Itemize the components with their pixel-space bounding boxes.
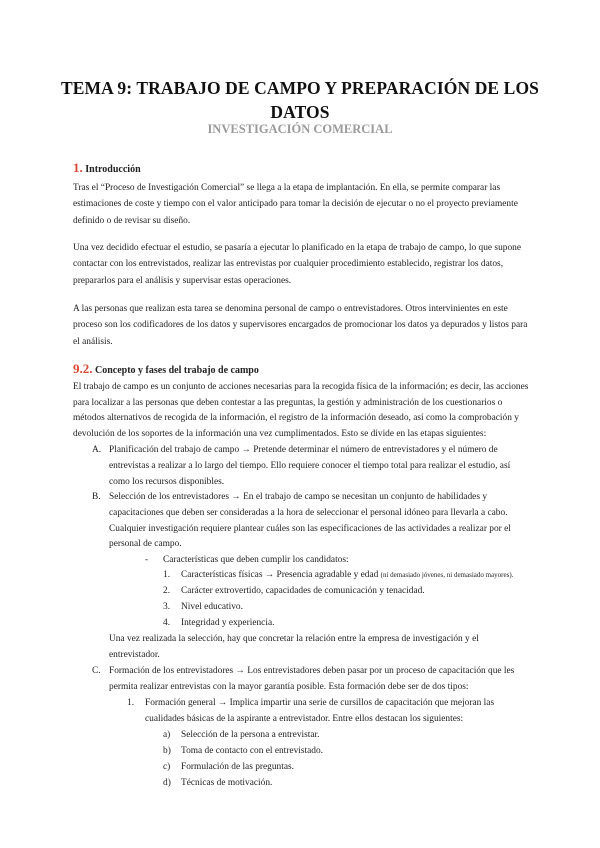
letter-marker: d) [163, 778, 171, 788]
section-title: Concepto y fases del trabajo de campo [95, 365, 259, 376]
title-line-2: DATOS [270, 102, 330, 122]
candidates-heading: Características que deben cumplir los candidatos: [163, 555, 349, 565]
letter-marker: c) [163, 762, 171, 772]
candidate-marker: 4. [163, 618, 171, 628]
selection-followup: Una vez realizada la selección, hay que concretar la relación entre la empresa de investigación y el entrevistador. [109, 634, 479, 660]
list-item-a: Planificación del trabajo de campo → Pretende determinar el número de entrevistadores y el número de entrevistas a realizar a lo largo del tiempo. Ello requiere conocer el tiempo total para realizar el estudio, así como los recursos disponibles. [109, 445, 511, 487]
intro-paragraph-2: Una vez decidido efectuar el estudio, se pasaría a ejecutar lo planificado en la etapa de trabajo de campo, lo que supone contactar con los entrevistados, realizar las entrevistas por cualquier procedimiento establecido, registrar los datos, prepararlos para el análisis y supervisar estas operaciones. [73, 243, 521, 286]
candidate-item: Nivel educativo. [181, 602, 243, 612]
list-item-c: Formación de los entrevistadores → Los entrevistadores deben pasar por un proceso de capacitación que les permita realizar entrevistas con la mayor garantía posible. Esta formación debe ser de dos tipos: [109, 666, 515, 692]
document-title [60, 76, 540, 124]
candidate-marker: 1. [163, 570, 171, 580]
list-item-b: Selección de los entrevistadores → En el trabajo de campo se necesitan un conjunto de habilidades y capacitaciones que deben ser consideradas a la hora de seleccionar el personal idóneo para llevarla a cabo. Cualquier investigación requiere plantear cuáles son las especificaciones de las actividades a realizar por el personal de campo. [109, 492, 511, 550]
concepto-paragraph: El trabajo de campo es un conjunto de acciones necesarias para la recogida física de la información; es decir, las acciones para localizar a las personas que deben contestar a las preguntas, la gestión y administración de los cuestionarios o métodos alternativos de recogida de la información, el registro de la información deseado, así como la comprobación y devolución de los soportes de la información una vez cumplimentados. Esto se divide en las etapas siguientes: [73, 382, 529, 439]
dash-marker: - [145, 555, 149, 565]
letter-item: Técnicas de motivación. [181, 778, 273, 788]
list-marker-b: B. [92, 492, 101, 502]
candidate-marker: 2. [163, 586, 171, 596]
intro-paragraph-3: A las personas que realizan esta tarea se denomina personal de campo o entrevistadores. Otros intervinientes en este proceso son los codificadores de los datos y supervisores encargados de promocionar los datos ya depurados y listos para el análisis. [73, 304, 528, 347]
section-title: Introducción [85, 164, 141, 175]
letter-item: Selección de la persona a entrevistar. [181, 730, 320, 740]
list-marker-c: C. [92, 666, 101, 676]
letter-marker: a) [163, 730, 171, 740]
section-number: 1. [73, 160, 83, 175]
list-marker-a: A. [92, 445, 102, 455]
candidate-item: Carácter extrovertido, capacidades de comunicación y tenacidad. [181, 586, 425, 596]
candidate-marker: 3. [163, 602, 171, 612]
section-heading-intro [73, 160, 141, 176]
document-subtitle: INVESTIGACIÓN COMERCIAL [207, 122, 393, 136]
intro-paragraph-1: Tras el “Proceso de Investigación Comercial” se llega a la etapa de implantación. En ella, se permite comparar las estimaciones de coste y tiempo con el valor anticipado para tomar la decisión de ejecutar o no el proyecto previamente definido o de revisar su diseño. [73, 183, 518, 226]
letter-item: Formulación de las preguntas. [181, 762, 294, 772]
section-heading-concepto [73, 361, 259, 377]
title-line-1: TEMA 9: TRABAJO DE CAMPO Y PREPARACIÓN DE LOS [61, 78, 539, 98]
letter-marker: b) [163, 746, 171, 756]
candidate-note: (ni demasiado jóvenes, ni demasiado mayores). [380, 571, 514, 579]
letter-item: Toma de contacto con el entrevistado. [181, 746, 323, 756]
section-number: 9.2. [73, 361, 93, 376]
candidate-item: Características físicas → Presencia agradable y edad (ni demasiado jóvenes, ni demasiado mayores). [181, 570, 514, 580]
subitem-marker: 1. [127, 698, 135, 708]
general-training: Formación general → Implica impartir una serie de cursillos de capacitación que mejoran las cualidades básicas de la aspirante a entrevistador. Entre ellos destacan los siguientes: [145, 698, 495, 724]
candidate-item: Integridad y experiencia. [181, 618, 275, 628]
